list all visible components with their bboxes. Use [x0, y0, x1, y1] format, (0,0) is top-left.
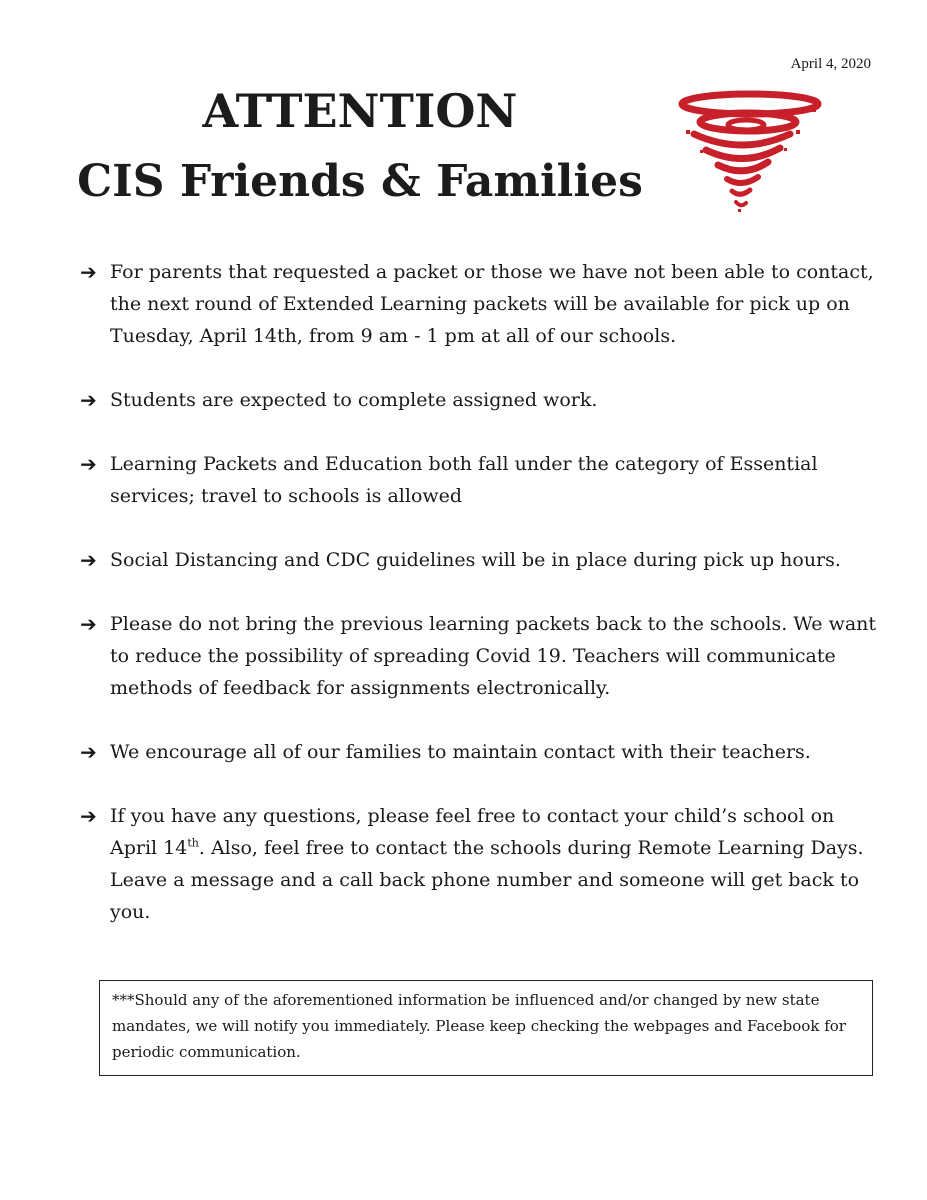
list-item — [80, 384, 880, 416]
disclaimer-box: ***Should any of the aforementioned information be influenced and/or changed by new state mandates, we will notify you immediately. Please keep checking the webpages and Facebook for periodic communication. — [99, 980, 873, 1076]
bullet-text-start: If you have any questions, please feel free to contact your child’s school on April 14 — [110, 805, 835, 859]
arrow-icon: ➔ — [80, 612, 97, 636]
bullet-text: Please do not bring the previous learning packets back to the schools. We want to reduce the possibility of spreading Covid 19. Teachers will communicate methods of feedback for assignments electronically. — [110, 613, 877, 699]
list-item — [80, 544, 880, 576]
bullet-text-end: . Also, feel free to contact the schools during Remote Learning Days. Leave a message and a call back phone number and someone will get back to you. — [110, 837, 864, 923]
list-item — [80, 448, 880, 512]
bullet-text — [110, 805, 864, 923]
arrow-icon: ➔ — [80, 388, 97, 412]
bullet-text: For parents that requested a packet or those we have not been able to contact, the next round of Extended Learning packets will be available for pick up on Tuesday, April 14th, from 9 am - 1 pm at all of our schools. — [110, 261, 874, 347]
list-item — [80, 736, 880, 768]
bullet-text: Students are expected to complete assigned work. — [110, 389, 598, 411]
page-subtitle: CIS Friends & Families — [77, 156, 643, 207]
bullet-text: Social Distancing and CDC guidelines will be in place during pick up hours. — [110, 549, 841, 571]
arrow-icon: ➔ — [80, 548, 97, 572]
list-item — [80, 256, 880, 352]
list-item — [80, 800, 880, 928]
page-title: ATTENTION — [202, 84, 518, 138]
bullet-list — [80, 256, 880, 960]
tornado-logo-icon — [672, 90, 822, 215]
ordinal-suffix: th — [187, 836, 199, 850]
arrow-icon: ➔ — [80, 740, 97, 764]
arrow-icon: ➔ — [80, 452, 97, 476]
list-item — [80, 608, 880, 704]
arrow-icon: ➔ — [80, 260, 97, 284]
date-label: April 4, 2020 — [790, 56, 871, 72]
bullet-text: Learning Packets and Education both fall under the category of Essential services; travel to schools is allowed — [110, 453, 818, 507]
arrow-icon: ➔ — [80, 804, 97, 828]
bullet-text: We encourage all of our families to maintain contact with their teachers. — [110, 741, 811, 763]
